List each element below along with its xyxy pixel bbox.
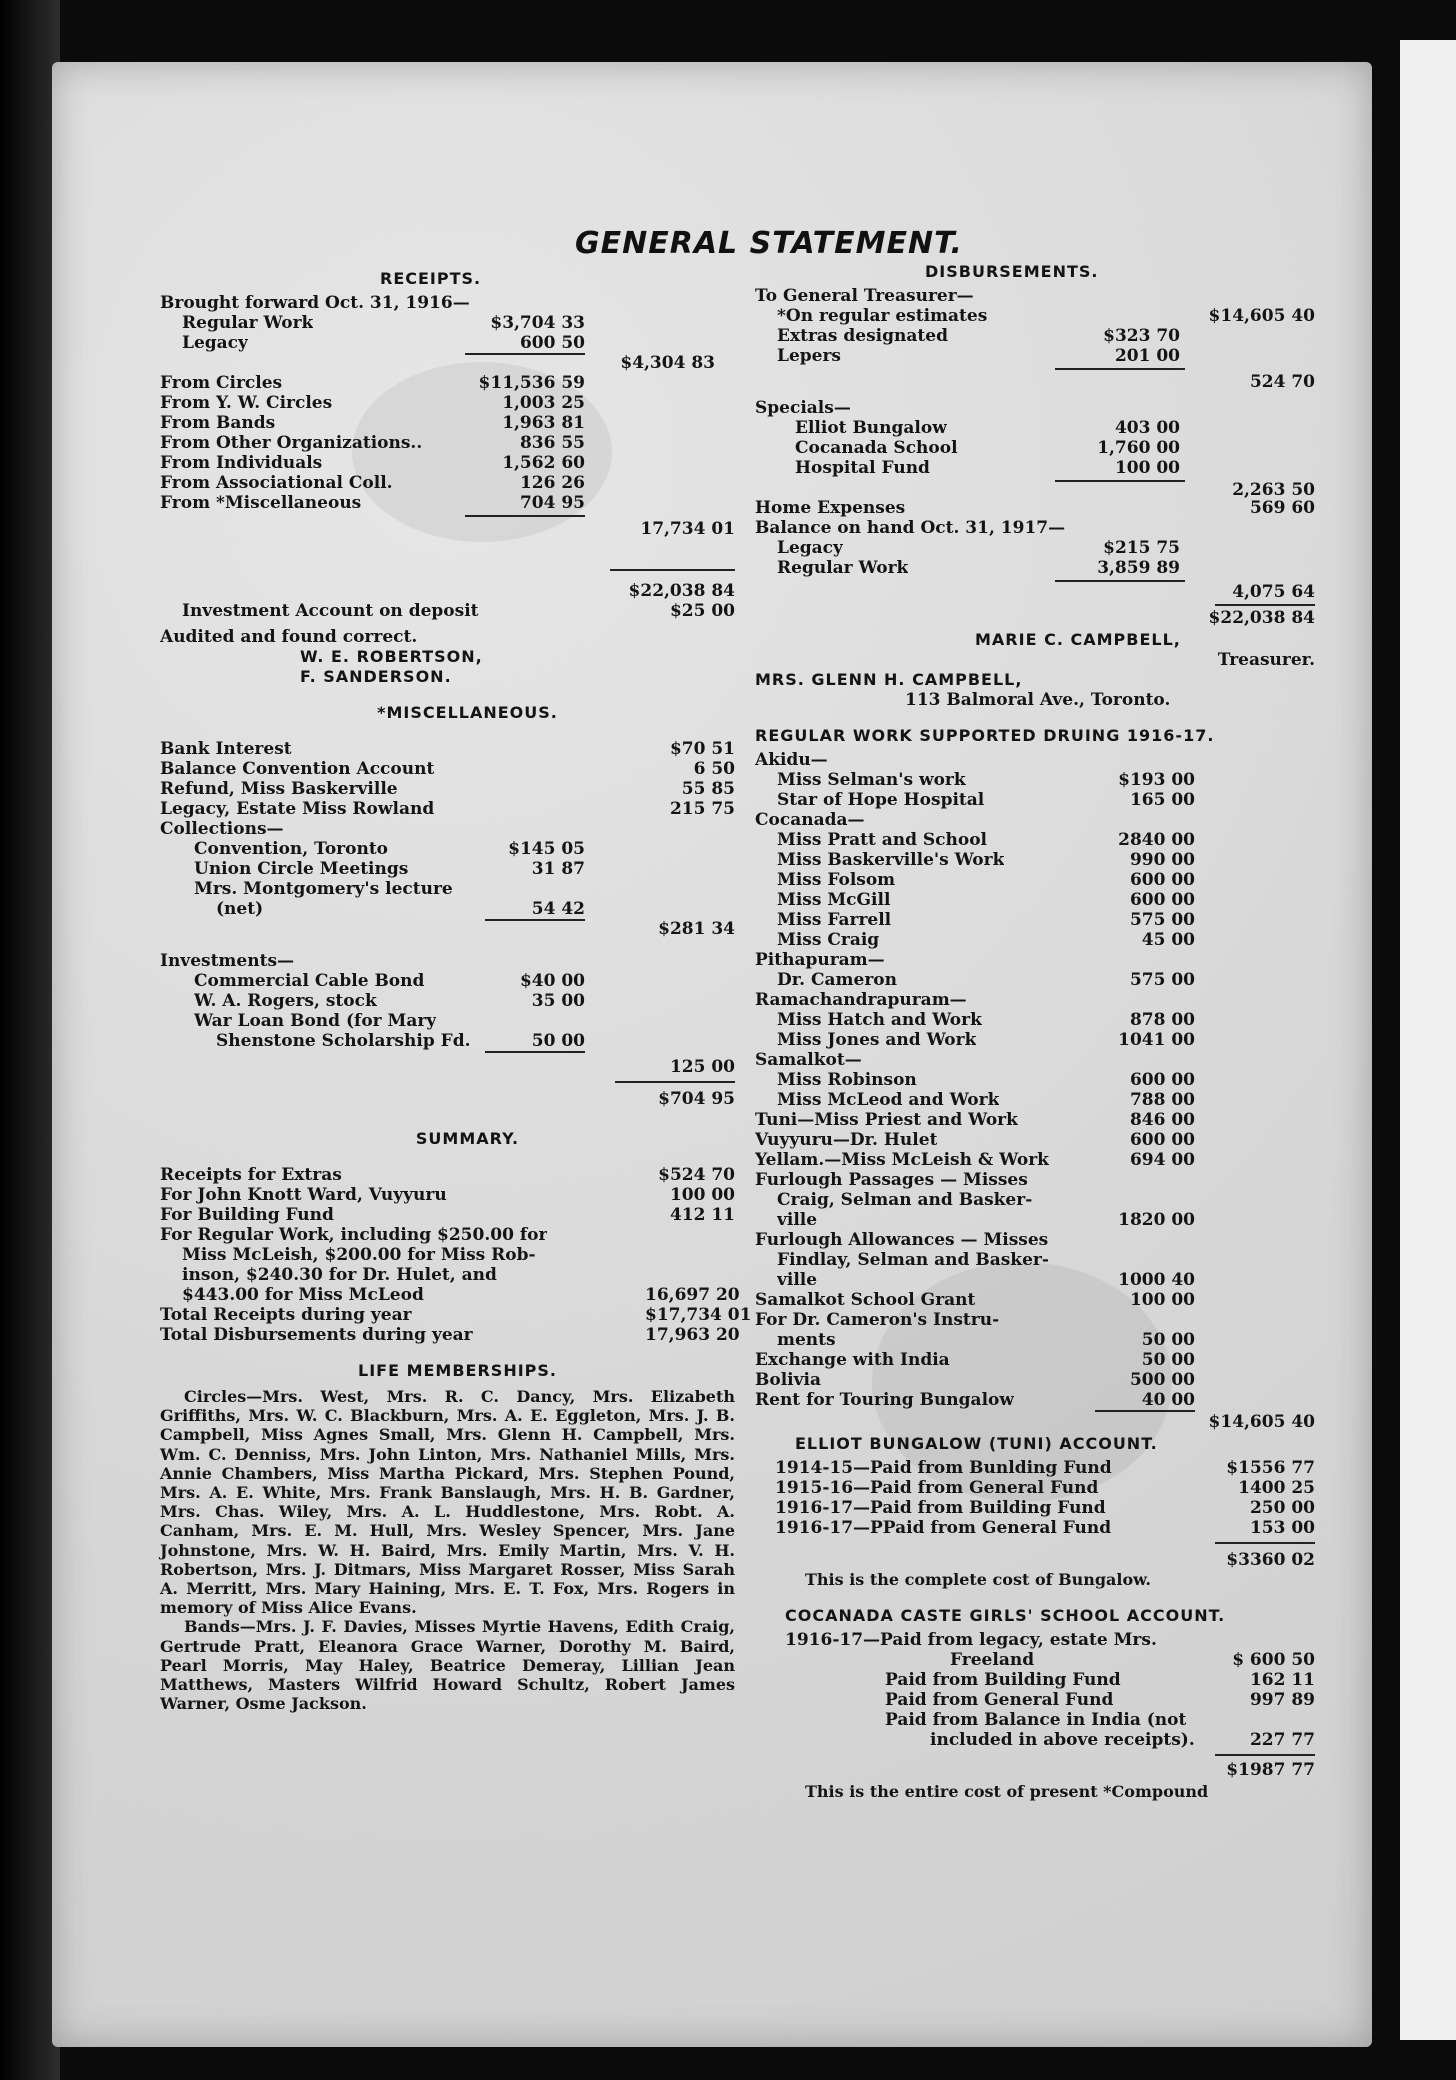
elliot-row-label: 1915-16—Paid from General Fund [775,1478,1099,1498]
cocanada-row: 1916-17—Paid from legacy, estate Mrs. [785,1630,1157,1650]
cocanada-heading: COCANADA CASTE GIRLS' SCHOOL ACCOUNT. [785,1606,1226,1625]
regular-work-row-label: Yellam.—Miss McLeish & Work [755,1150,1049,1170]
collection-row-amount: $145 05 [508,839,585,859]
elliot-row [775,1458,1315,1478]
regular-work-heading: REGULAR WORK SUPPORTED DRUING 1916-17. [755,726,1215,745]
investment-row-amount: $40 00 [519,971,585,991]
elliot-row-label: 1916-17—Paid from Building Fund [775,1498,1106,1518]
balance-total-row: 4,075 64 [755,578,1315,598]
cocanada-row: Paid from General Fund 997 89 [885,1690,1315,1710]
elliot-row-amount: 1400 25 [1238,1478,1315,1498]
scan-frame-left [0,0,60,2080]
mrs-campbell: MRS. GLENN H. CAMPBELL, [755,670,1023,689]
specials-label: Specials— [755,398,851,418]
disb-grand-total-row: $22,038 84 [755,598,1315,618]
elliot-row [775,1498,1315,1518]
misc-item-row-label: Balance Convention Account [160,759,435,779]
misc-items [160,739,735,819]
special-row-amount: 1,760 00 [1097,438,1180,458]
investment-row-label: Commercial Cable Bond [194,971,425,991]
grand-total-row: $22,038 84 [160,569,735,589]
regular-work-row-label: Miss McLeod and Work [777,1090,1000,1110]
regular-work-row-label: Miss Hatch and Work [777,1010,982,1030]
misc-item-row-amount: 215 75 [669,799,735,819]
misc-item-row [160,779,735,799]
summary-total-disb: Total Disbursements during year 17,963 20 [160,1325,740,1345]
regular-work-row-amount: $193 00 [1118,770,1195,790]
special-row-amount: 100 00 [1114,458,1180,478]
furlough-allowances: ville 1000 40 [777,1270,1195,1290]
right-column [755,258,1315,1802]
summary-extras: Receipts for Extras $524 70 [160,1165,735,1185]
regular-work-row-label: Ramachandrapuram— [755,990,967,1010]
collection-row-amount: 31 87 [531,859,585,879]
regular-work-row: Regular Work $3,704 33 [182,313,585,333]
regular-work-row-label: Dr. Cameron [777,970,897,990]
regular-work-row [755,1130,1195,1150]
special-row-amount: 403 00 [1114,418,1180,438]
investments-label: Investments— [160,951,295,971]
regular-work-row-label: Miss Craig [777,930,880,950]
summary-total-receipts: Total Receipts during year $17,734 01 [160,1305,752,1325]
war-loan-row2: Shenstone Scholarship Fd. 50 00 [216,1031,585,1051]
cocanada-row: Paid from Building Fund 162 11 [885,1670,1315,1690]
regular-work-row [755,1010,1195,1030]
regular-work-row [755,770,1195,790]
receipt-source-row [160,453,735,473]
regular-work-row-label: Cocanada— [755,810,865,830]
home-expenses-row: Home Expenses 569 60 [755,498,1315,518]
balance-legacy-row: Legacy $215 75 [777,538,1180,558]
brought-total-row: $4,304 83 [160,353,735,373]
investment-row-amount: 35 00 [531,991,585,1011]
regular-work-row-amount: 165 00 [1129,790,1195,810]
estimates-row: *On regular estimates $14,605 40 [777,306,1315,326]
regular-work-row-label: Miss Selman's work [777,770,966,790]
elliot-row-label: 1914-15—Paid from Bunlding Fund [775,1458,1112,1478]
regular-work-row-amount: 600 00 [1129,1130,1195,1150]
auditor-name: W. E. ROBERTSON, [300,647,483,666]
misc-item-row [160,799,735,819]
cocanada-row: Paid from Balance in India (not [885,1710,1187,1730]
regular-work-row [755,1050,1195,1070]
receipt-source-row-amount: $11,536 59 [478,373,585,393]
collection-row [160,839,735,859]
regular-work-row-amount: 575 00 [1129,910,1195,930]
misc-item-row-amount: $70 51 [669,739,735,759]
investments [160,971,735,1011]
summary-regular: inson, $240.30 for Dr. Hulet, and [182,1265,497,1285]
furlough-passages: Craig, Selman and Basker- [777,1190,1033,1210]
to-general: To General Treasurer— [755,286,974,306]
regular-work-row-amount: 788 00 [1129,1090,1195,1110]
furlough-passages: Furlough Passages — Misses [755,1170,1028,1190]
regular-work-row-label: Samalkot— [755,1050,862,1070]
life-members [160,1387,735,1713]
sources-total-row: 17,734 01 [160,513,735,533]
regular-work-row-label: Miss Robinson [777,1070,917,1090]
lecture-net-row: (net) 54 42 [216,899,585,919]
regular-work-row-label: Miss Pratt and School [777,830,988,850]
regular-work-row [755,1090,1195,1110]
scan-frame-right [1400,40,1456,2040]
collections-total-row: $281 34 [160,919,735,939]
misc-item-row-label: Refund, Miss Baskerville [160,779,398,799]
regular-work-row [755,1110,1195,1130]
receipt-source-row-label: From Bands [160,413,276,433]
collections-label: Collections— [160,819,284,839]
regular-work-row [755,990,1195,1010]
extras-row: Extras designated $323 70 [777,326,1180,346]
regular-work-row-label: Miss Folsom [777,870,896,890]
regular-work-row-label: Pithapuram— [755,950,885,970]
receipt-source-row-amount: 836 55 [519,433,585,453]
war-loan-row: War Loan Bond (for Mary [194,1011,437,1031]
regular-work-row [755,750,1195,770]
regular-work-row-amount: 575 00 [1129,970,1195,990]
regular-work-row [755,1030,1195,1050]
elliot-row-amount: 153 00 [1249,1518,1315,1538]
regular-work-row-label: Vuyyuru—Dr. Hulet [755,1130,938,1150]
collections [160,839,735,879]
summary-regular: $443.00 for Miss McLeod 16,697 20 [182,1285,740,1305]
furlough-allowances: Furlough Allowances — Misses [755,1230,1049,1250]
receipt-source-row-amount: 704 95 [519,493,585,513]
elliot-row [775,1478,1315,1498]
regular-work-row [755,810,1195,830]
regular-work-row-label: Miss McGill [777,890,891,910]
rent-row: Rent for Touring Bungalow 40 00 [755,1390,1195,1410]
receipt-source-row-amount: 1,562 60 [502,453,585,473]
receipt-source-row [160,493,735,513]
misc-item-row [160,759,735,779]
receipt-source-row [160,433,735,453]
specials [755,418,1315,478]
elliot-row [775,1518,1315,1538]
elliot-rows [755,1458,1315,1538]
lecture-row: Mrs. Montgomery's lecture [194,879,453,899]
disbursements-heading: DISBURSEMENTS. [925,262,1099,281]
furlough-allowances: Findlay, Selman and Basker- [777,1250,1049,1270]
regular-work-row [755,970,1195,990]
regular-work-row-amount: 846 00 [1129,1110,1195,1130]
regular-work-row-amount: 878 00 [1129,1010,1195,1030]
receipt-source-row-label: From Circles [160,373,283,393]
bands-members: Bands—Mrs. J. F. Davies, Misses Myrtie Havens, Edith Craig, Gertrude Pratt, Eleanora Grace Warner, Dorothy M. Baird, Pearl Morris, May Haley, Beatrice Demeray, Lillian Jean Matthews, Masters Wilfrid Howard Schultz, Robert James Warner, Osme Jackson. [160,1617,735,1714]
receipts-heading: RECEIPTS. [380,269,482,288]
collection-row-label: Union Circle Meetings [194,859,409,879]
summary-regular: For Regular Work, including $250.00 for [160,1225,548,1245]
regular-work-row [755,890,1195,910]
misc-item-row-amount: 6 50 [693,759,735,779]
special-row [755,438,1315,458]
receipt-source-row [160,473,735,493]
cocanada-note: This is the entire cost of present *Compound [805,1782,1209,1801]
circles-members: Circles—Mrs. West, Mrs. R. C. Dancy, Mrs. Elizabeth Griffiths, Mrs. W. C. Blackburn, Mrs. A. E. Eggleton, Mrs. J. B. Campbell, Miss Agnes Small, Mrs. Glenn H. Campbell, Mrs. Wm. C. Denniss, Mrs. John Linton, Mrs. Nathaniel Mills, Mrs. Annie Chambers, Miss Martha Pickard, Mrs. Stephen Pound, Mrs. A. E. White, Mrs. Frank Banslaugh, Mrs. H. B. Gardner, Mrs. Chas. Wiley, Mrs. A. L. Huddlestone, Mrs. Robt. A. Canham, Mrs. E. M. Hull, Mrs. Wesley Spencer, Mrs. Jane Johnstone, Mrs. W. H. Baird, Mrs. Emily Martin, Mrs. V. H. Robertson, Mrs. J. Ditmars, Miss Margaret Rosser, Miss Sarah A. Merritt, Mrs. Mary Haining, Mrs. E. T. Fox, Mrs. Rogers in memory of Miss Alice Evans. [160,1387,735,1618]
exchange-row: Exchange with India 50 00 [755,1350,1195,1370]
misc-total-row: $704 95 [160,1081,735,1101]
investment-row: Investment Account on deposit $25 00 [182,601,735,621]
summary-heading: SUMMARY. [415,1129,520,1148]
regular-work-row-label: Akidu— [755,750,828,770]
summary-knott: For John Knott Ward, Vuyyuru 100 00 [160,1185,735,1205]
regular-work-total: $14,605 40 [755,1410,1315,1430]
elliot-row-amount: 250 00 [1249,1498,1315,1518]
misc-item-row [160,739,735,759]
cocanada-row: Freeland $ 600 50 [950,1650,1315,1670]
special-row-label: Cocanada School [795,438,958,458]
regular-work-row-label: Miss Farrell [777,910,892,930]
investment-row [160,971,735,991]
summary-building: For Building Fund 412 11 [160,1205,735,1225]
regular-work-row-amount: 600 00 [1129,870,1195,890]
regular-work-row-label: Star of Hope Hospital [777,790,985,810]
regular-work-row-label: Tuni—Miss Priest and Work [755,1110,1018,1130]
summary-regular: Miss McLeish, $200.00 for Miss Rob- [182,1245,536,1265]
cameron-instruments: For Dr. Cameron's Instru- [755,1310,1000,1330]
elliot-total: $3360 02 [755,1538,1315,1558]
page-title: GENERAL STATEMENT. [575,226,963,261]
regular-work-table [755,750,1195,1410]
regular-work-row-amount: 600 00 [1129,1070,1195,1090]
regular-work-row [755,930,1195,950]
specials-total-row: 2,263 50 [755,478,1315,498]
special-row-label: Hospital Fund [795,458,930,478]
receipt-source-row-label: From *Miscellaneous [160,493,362,513]
brought-forward: Brought forward Oct. 31, 1916— [160,293,470,313]
elliot-row-amount: $1556 77 [1226,1458,1315,1478]
special-row-label: Elliot Bungalow [795,418,947,438]
special-row [755,418,1315,438]
cocanada-rows [755,1630,1315,1802]
regular-work-row [755,790,1195,810]
balance-row: Balance on hand Oct. 31, 1917— [755,518,1066,538]
treasurer-name: MARIE C. CAMPBELL, [975,630,1181,649]
balance-regular-row: Regular Work 3,859 89 [777,558,1180,578]
legacy-row: Legacy 600 50 [182,333,585,353]
receipt-sources [160,373,735,513]
regular-work-row-label: Miss Jones and Work [777,1030,977,1050]
elliot-note: This is the complete cost of Bungalow. [805,1570,1151,1589]
regular-work-row [755,850,1195,870]
regular-work-row-amount: 2840 00 [1118,830,1195,850]
regular-work-row [755,910,1195,930]
regular-work-row [755,1150,1195,1170]
collection-row [160,859,735,879]
furlough-passages: ville 1820 00 [777,1210,1195,1230]
investment-row [160,991,735,1011]
receipt-source-row-label: From Associational Coll. [160,473,393,493]
special-row [755,458,1315,478]
receipt-source-row-label: From Y. W. Circles [160,393,333,413]
regular-work-row [755,1070,1195,1090]
treasurer-title: Treasurer. [1217,650,1315,670]
audited-line: Audited and found correct. [160,627,418,647]
regular-work-row-label: Miss Baskerville's Work [777,850,1005,870]
regular-work-row [755,870,1195,890]
auditor-name: F. SANDERSON. [300,667,452,686]
address: 113 Balmoral Ave., Toronto. [905,690,1171,710]
misc-heading: *MISCELLANEOUS. [377,703,558,722]
receipt-source-row-amount: 1,963 81 [502,413,585,433]
regular-work-rows [755,750,1195,1170]
receipt-source-row-amount: 1,003 25 [502,393,585,413]
regular-work-row-amount: 990 00 [1129,850,1195,870]
investments-total-row: 125 00 [160,1051,735,1071]
regular-work-row [755,830,1195,850]
receipt-source-row [160,413,735,433]
regular-work-row [755,950,1195,970]
misc-item-row-label: Bank Interest [160,739,292,759]
bolivia-row: Bolivia 500 00 [755,1370,1195,1390]
misc-item-row-label: Legacy, Estate Miss Rowland [160,799,435,819]
misc-item-row-amount: 55 85 [681,779,735,799]
left-column [160,265,752,1714]
regular-work-row-amount: 1041 00 [1118,1030,1195,1050]
regular-work-row-amount: 600 00 [1129,890,1195,910]
receipt-source-row [160,373,735,393]
extras-total-row: 524 70 [755,366,1315,386]
cocanada-total: $1987 77 [785,1750,1315,1770]
elliot-row-label: 1916-17—PPaid from General Fund [775,1518,1112,1538]
cocanada-row: included in above receipts). 227 77 [930,1730,1315,1750]
receipt-source-row-label: From Individuals [160,453,323,473]
life-heading: LIFE MEMBERSHIPS. [358,1361,557,1380]
regular-work-row-amount: 45 00 [1141,930,1195,950]
regular-work-row-amount: 694 00 [1129,1150,1195,1170]
receipt-source-row-label: From Other Organizations.. [160,433,423,453]
lepers-row: Lepers 201 00 [777,346,1180,366]
samalkot-grant: Samalkot School Grant 100 00 [755,1290,1195,1310]
receipt-source-row [160,393,735,413]
collection-row-label: Convention, Toronto [194,839,389,859]
receipt-source-row-amount: 126 26 [519,473,585,493]
investment-row-label: W. A. Rogers, stock [194,991,377,1011]
cameron-instruments: ments 50 00 [777,1330,1195,1350]
elliot-heading: ELLIOT BUNGALOW (TUNI) ACCOUNT. [795,1434,1158,1453]
